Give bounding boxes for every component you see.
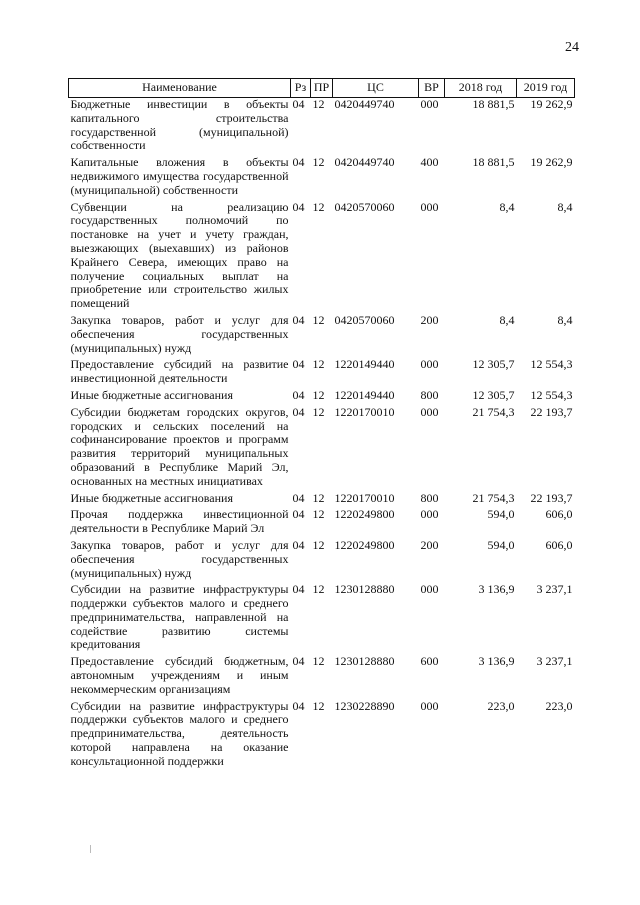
cell-pr: 12: [312, 490, 325, 505]
cell-pr: 12: [312, 199, 325, 214]
cell-rz: 04: [292, 155, 305, 170]
table-row: [69, 153, 575, 197]
cell-pr: 12: [312, 97, 325, 111]
cell-y2018: 594,0: [487, 537, 515, 552]
cell-rz: 04: [292, 199, 305, 214]
cell-vr: 000: [420, 404, 439, 419]
cell-name: Иные бюджетные ассигнования: [70, 387, 233, 402]
table-row: [69, 98, 575, 154]
cell-pr: 12: [312, 155, 325, 170]
cell-cs: 1220170010: [334, 490, 395, 505]
table-row: [69, 697, 575, 769]
col-header-vr: ВР: [419, 79, 445, 98]
cell-y2019: 22 193,7: [530, 404, 573, 419]
cell-y2019: 606,0: [545, 537, 573, 552]
table-row: [69, 355, 575, 386]
cell-y2019: 223,0: [545, 698, 573, 713]
table-row: [69, 536, 575, 580]
cell-y2019: 8,4: [557, 312, 573, 327]
cell-vr: 800: [420, 387, 439, 402]
cell-rz: 04: [292, 312, 305, 327]
cell-cs: 1230128880: [334, 654, 395, 669]
cell-vr: 000: [420, 97, 439, 111]
cell-vr: 600: [420, 654, 439, 669]
cell-vr: 000: [420, 582, 439, 597]
cell-y2018: 12 305,7: [472, 357, 515, 372]
cell-vr: 800: [420, 490, 439, 505]
cell-y2018: 21 754,3: [472, 404, 515, 419]
cell-name: Предоставление субсидий на развитие инвестиционной деятельности: [70, 357, 289, 386]
budget-table: [68, 78, 575, 769]
cell-rz: 04: [292, 404, 305, 419]
cell-y2018: 18 881,5: [472, 155, 515, 170]
cell-pr: 12: [312, 537, 325, 552]
cell-rz: 04: [292, 490, 305, 505]
cell-pr: 12: [312, 357, 325, 372]
table-row: [69, 386, 575, 403]
cell-vr: 000: [420, 199, 439, 214]
col-header-rz: Рз: [291, 79, 311, 98]
cell-cs: 1230128880: [334, 582, 395, 597]
cell-cs: 1220149440: [334, 357, 395, 372]
cell-rz: 04: [292, 654, 305, 669]
cell-rz: 04: [292, 357, 305, 372]
cell-pr: 12: [312, 404, 325, 419]
cell-y2019: 12 554,3: [530, 357, 573, 372]
cell-pr: 12: [312, 312, 325, 327]
table-row: [69, 652, 575, 696]
cell-vr: 000: [420, 698, 439, 713]
table-header-row: [69, 79, 575, 98]
cell-rz: 04: [292, 507, 305, 522]
table-row: [69, 489, 575, 506]
cell-rz: 04: [292, 387, 305, 402]
col-header-2018: 2018 год: [445, 79, 517, 98]
cell-y2018: 8,4: [499, 312, 515, 327]
col-header-2019: 2019 год: [517, 79, 575, 98]
cell-name: Субвенции на реализацию государственных полномочий по постановке на учет и учету граждан, выезжающих (выехавших) из районов Крайнего Севера, имеющих право на получение социальных выплат на приобретение или строительство жилых помещений: [70, 199, 289, 311]
cell-rz: 04: [292, 698, 305, 713]
cell-vr: 200: [420, 312, 439, 327]
cell-y2019: 8,4: [557, 199, 573, 214]
cell-y2019: 3 237,1: [536, 582, 573, 597]
cell-vr: 200: [420, 537, 439, 552]
cell-cs: 1220249800: [334, 537, 395, 552]
table-row: [69, 198, 575, 311]
cell-name: Капитальные вложения в объекты недвижимого имущества государственной (муниципальной) собственности: [70, 155, 289, 197]
cell-name: Закупка товаров, работ и услуг для обеспечения государственных (муниципальных) нужд: [70, 312, 289, 355]
cell-y2019: 19 262,9: [530, 97, 573, 111]
cell-name: Субсидии бюджетам городских округов, городских и сельских поселений на софинансирование проектов и программ развития территорий муниципальных образований в Республике Марий Эл, основанных на местных инициативах: [70, 404, 289, 488]
cell-name: Бюджетные инвестиции в объекты капитального строительства государственной (муниципальной) собственности: [70, 97, 289, 153]
cell-vr: 400: [420, 155, 439, 170]
col-header-pr: ПР: [311, 79, 333, 98]
cell-y2019: 22 193,7: [530, 490, 573, 505]
cell-pr: 12: [312, 507, 325, 522]
table-row: [69, 580, 575, 652]
cell-pr: 12: [312, 582, 325, 597]
table-body: [69, 98, 575, 769]
cell-y2019: 606,0: [545, 507, 573, 522]
cell-rz: 04: [292, 97, 305, 111]
cell-name: Предоставление субсидий бюджетным, автономным учреждениям и иным некоммерческим организациям: [70, 654, 289, 696]
cell-y2018: 18 881,5: [472, 97, 515, 111]
table-row: [69, 403, 575, 489]
cell-cs: 0420449740: [334, 155, 395, 170]
cell-cs: 0420570060: [334, 199, 395, 214]
cell-cs: 1230228890: [334, 698, 395, 713]
cell-y2019: 3 237,1: [536, 654, 573, 669]
cell-pr: 12: [312, 698, 325, 713]
table-row: [69, 311, 575, 355]
cell-cs: 0420449740: [334, 97, 395, 111]
cell-y2018: 8,4: [499, 199, 515, 214]
cell-pr: 12: [312, 654, 325, 669]
cell-vr: 000: [420, 357, 439, 372]
cell-name: Прочая поддержка инвестиционной деятельности в Республике Марий Эл: [70, 507, 289, 536]
cell-y2018: 12 305,7: [472, 387, 515, 402]
cell-y2018: 3 136,9: [478, 582, 515, 597]
scan-artifact: [90, 845, 91, 853]
cell-name: Иные бюджетные ассигнования: [70, 490, 233, 505]
cell-rz: 04: [292, 537, 305, 552]
cell-y2018: 594,0: [487, 507, 515, 522]
cell-pr: 12: [312, 387, 325, 402]
page-number: 24: [565, 40, 579, 55]
cell-cs: 0420570060: [334, 312, 395, 327]
cell-name: Закупка товаров, работ и услуг для обеспечения государственных (муниципальных) нужд: [70, 537, 289, 580]
cell-cs: 1220170010: [334, 404, 395, 419]
col-header-cs: ЦС: [333, 79, 419, 98]
cell-y2019: 12 554,3: [530, 387, 573, 402]
cell-cs: 1220249800: [334, 507, 395, 522]
cell-rz: 04: [292, 582, 305, 597]
table-row: [69, 505, 575, 536]
cell-name: Субсидии на развитие инфраструктуры поддержки субъектов малого и среднего предпринимательства, направленной на содействие развитию системы кредитования: [70, 582, 289, 652]
col-header-name: Наименование: [69, 79, 291, 98]
cell-cs: 1220149440: [334, 387, 395, 402]
cell-vr: 000: [420, 507, 439, 522]
cell-y2018: 3 136,9: [478, 654, 515, 669]
cell-name: Субсидии на развитие инфраструктуры поддержки субъектов малого и среднего предпринимательства, деятельность которой направлена на оказание консультационной поддержки: [70, 698, 289, 768]
cell-y2018: 223,0: [487, 698, 515, 713]
cell-y2019: 19 262,9: [530, 155, 573, 170]
cell-y2018: 21 754,3: [472, 490, 515, 505]
